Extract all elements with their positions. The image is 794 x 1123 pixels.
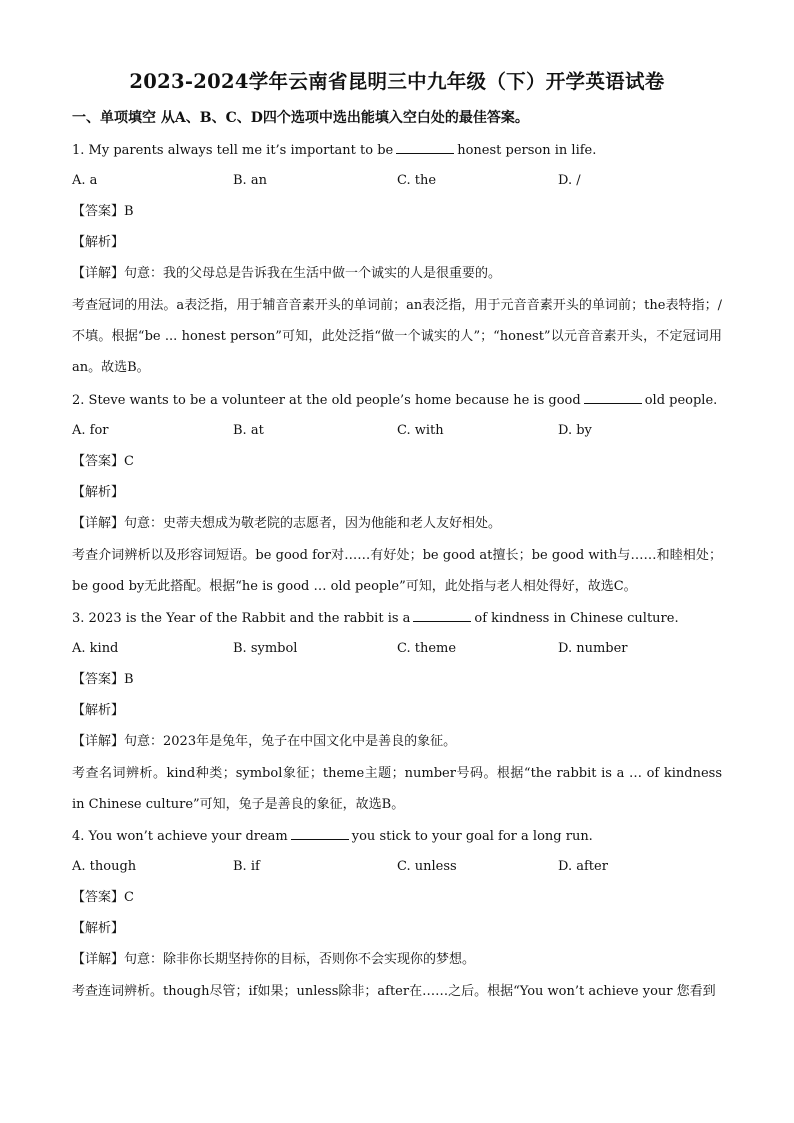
option-b: B. an xyxy=(233,173,267,188)
analysis-label: 【解析】 xyxy=(72,703,125,718)
stem-after: you stick to your goal for a long run. xyxy=(351,829,593,844)
stem-before: 3. 2023 is the Year of the Rabbit and the rabbit is a xyxy=(72,611,411,626)
answer-label: 【答案】B xyxy=(72,672,134,687)
analysis-label: 【解析】 xyxy=(72,921,125,936)
question-stem xyxy=(72,609,679,628)
option-c: C. unless xyxy=(397,859,457,874)
stem-before: 2. Steve wants to be a volunteer at the old people’s home because he is good xyxy=(72,393,581,408)
option-d: D. number xyxy=(558,641,628,656)
answer-blank xyxy=(291,827,349,840)
answer-blank xyxy=(396,141,454,154)
analysis-label: 【解析】 xyxy=(72,485,125,500)
analysis-label: 【解析】 xyxy=(72,235,125,250)
option-a: A. kind xyxy=(72,641,119,656)
option-b: B. if xyxy=(233,859,260,874)
option-b: B. symbol xyxy=(233,641,298,656)
answer-label: 【答案】C xyxy=(72,454,134,469)
option-c: C. theme xyxy=(397,641,457,656)
stem-after: honest person in life. xyxy=(457,143,597,158)
answer-label: 【答案】B xyxy=(72,204,134,219)
option-a: A. a xyxy=(72,173,98,188)
option-c: C. the xyxy=(397,173,437,188)
question-stem xyxy=(72,141,596,160)
question-stem xyxy=(72,391,717,410)
option-d: D. / xyxy=(558,173,581,188)
option-a: A. though xyxy=(72,859,137,874)
explanation: 考查名词辨析。kind种类；symbol象征；theme主题；number号码。根据“the rabbit is a … of kindness in Chinese culture”可知，兔子是善良的象征，故选B。 xyxy=(72,766,722,813)
option-d: D. by xyxy=(558,423,592,438)
answer-label: 【答案】C xyxy=(72,890,134,905)
answer-blank xyxy=(584,391,642,404)
stem-before: 1. My parents always tell me it’s important to be xyxy=(72,143,394,158)
detail-line: 【详解】句意：2023年是兔年，兔子在中国文化中是善良的象征。 xyxy=(72,734,457,749)
stem-before: 4. You won’t achieve your dream xyxy=(72,829,288,844)
detail-line: 【详解】句意：史蒂夫想成为敬老院的志愿者，因为他能和老人友好相处。 xyxy=(72,516,502,531)
question-stem xyxy=(72,827,593,846)
stem-after: of kindness in Chinese culture. xyxy=(474,611,679,626)
option-b: B. at xyxy=(233,423,264,438)
detail-line: 【详解】句意：我的父母总是告诉我在生活中做一个诚实的人是很重要的。 xyxy=(72,266,502,281)
stem-after: old people. xyxy=(644,393,718,408)
explanation: 考查冠词的用法。a表泛指，用于辅音音素开头的单词前；an表泛指，用于元音音素开头的单词前；the表特指；/不填。根据“be ... honest person”可知，此处泛指“做一个诚实的人”；“honest”以元音音素开头，不定冠词用an。故选B。 xyxy=(72,298,722,376)
section-heading: 一、单项填空 从A、B、C、D四个选项中选出能填入空白处的最佳答案。 xyxy=(72,110,529,126)
detail-line: 【详解】句意：除非你长期坚持你的目标，否则你不会实现你的梦想。 xyxy=(72,952,476,967)
explanation: 考查连词辨析。though尽管；if如果；unless除非；after在……之后。根据“You won’t achieve your 您看到 xyxy=(72,984,716,999)
page-title: 2023-2024学年云南省昆明三中九年级（下）开学英语试卷 xyxy=(129,70,665,93)
explanation: 考查介词辨析以及形容词短语。be good for对……有好处；be good at擅长；be good with与……和睦相处；be good by无此搭配。根据“he is good … old people”可知，此处指与老人相处得好，故选C。 xyxy=(72,548,722,595)
answer-blank xyxy=(413,609,471,622)
option-d: D. after xyxy=(558,859,608,874)
option-c: C. with xyxy=(397,423,444,438)
option-a: A. for xyxy=(72,423,109,438)
